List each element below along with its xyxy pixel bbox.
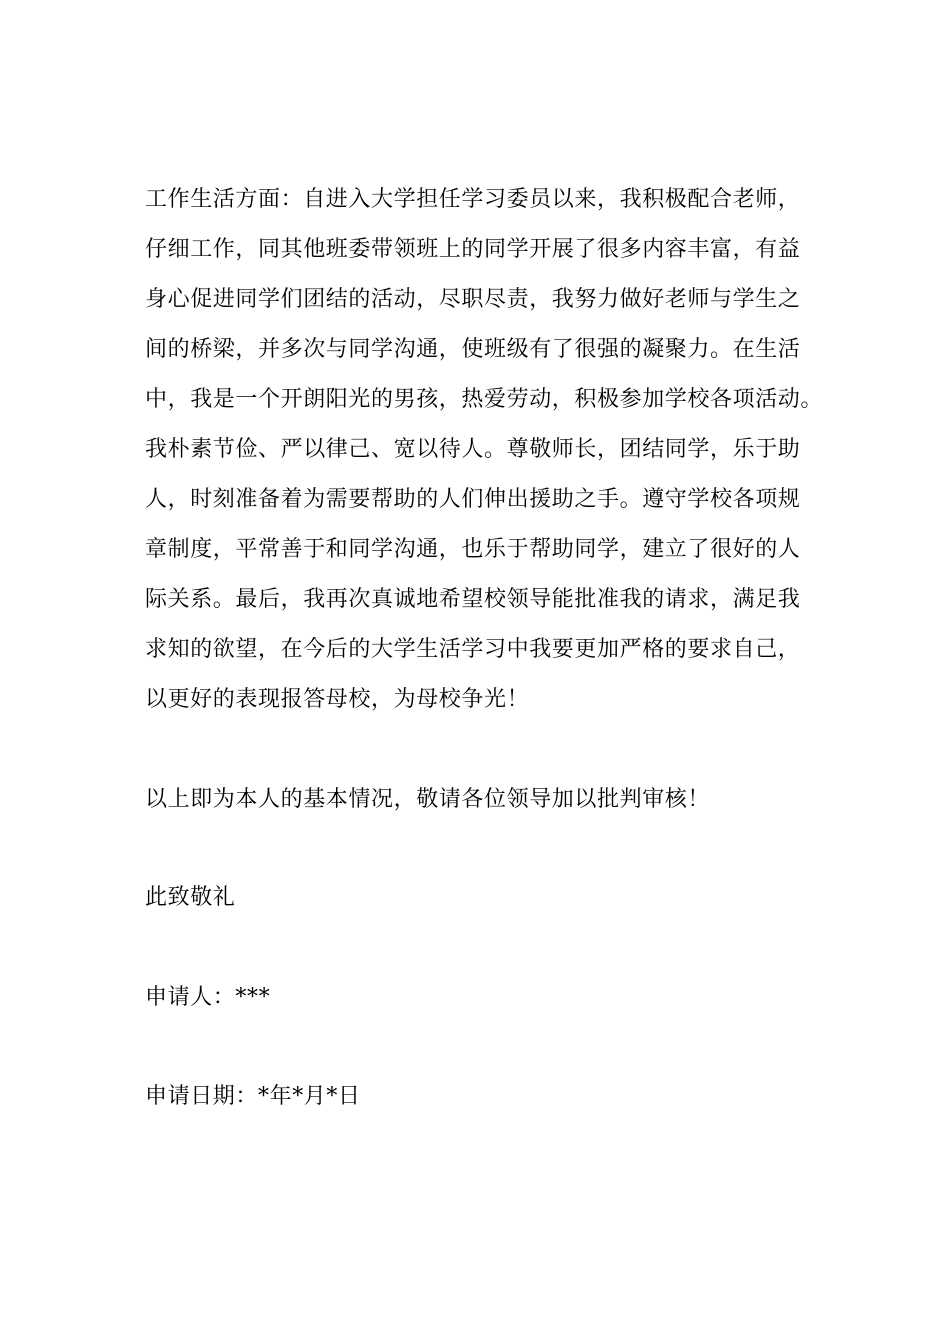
body-line-4: 间的桥梁，并多次与同学沟通，使班级有了很强的凝聚力。在生活 <box>145 337 801 362</box>
body-line-1: 工作生活方面：自进入大学担任学习委员以来，我积极配合老师， <box>145 187 801 212</box>
body-line-9: 际关系。最后，我再次真诚地希望校领导能批准我的请求，满足我 <box>145 587 801 612</box>
body-line-5: 中，我是一个开朗阳光的男孩，热爱劳动，积极参加学校各项活动。 <box>145 387 824 412</box>
summary-line: 以上即为本人的基本情况，敬请各位领导加以批判审核！ <box>145 787 711 812</box>
body-line-11: 以更好的表现报答母校，为母校争光！ <box>145 687 530 712</box>
body-line-10: 求知的欲望，在今后的大学生活学习中我要更加严格的要求自己， <box>145 637 801 662</box>
body-line-2: 仔细工作，同其他班委带领班上的同学开展了很多内容丰富，有益 <box>145 237 801 262</box>
closing-salutation: 此致敬礼 <box>145 885 236 910</box>
body-line-6: 我朴素节俭、严以律己、宽以待人。尊敬师长，团结同学，乐于助 <box>145 437 801 462</box>
date-line: 申请日期：*年*月*日 <box>145 1084 361 1109</box>
body-line-3: 身心促进同学们团结的活动，尽职尽责，我努力做好老师与学生之 <box>145 287 801 312</box>
body-line-7: 人，时刻准备着为需要帮助的人们伸出援助之手。遵守学校各项规 <box>145 487 801 512</box>
applicant-line: 申请人：*** <box>145 985 271 1010</box>
body-line-8: 章制度，平常善于和同学沟通，也乐于帮助同学，建立了很好的人 <box>145 537 801 562</box>
